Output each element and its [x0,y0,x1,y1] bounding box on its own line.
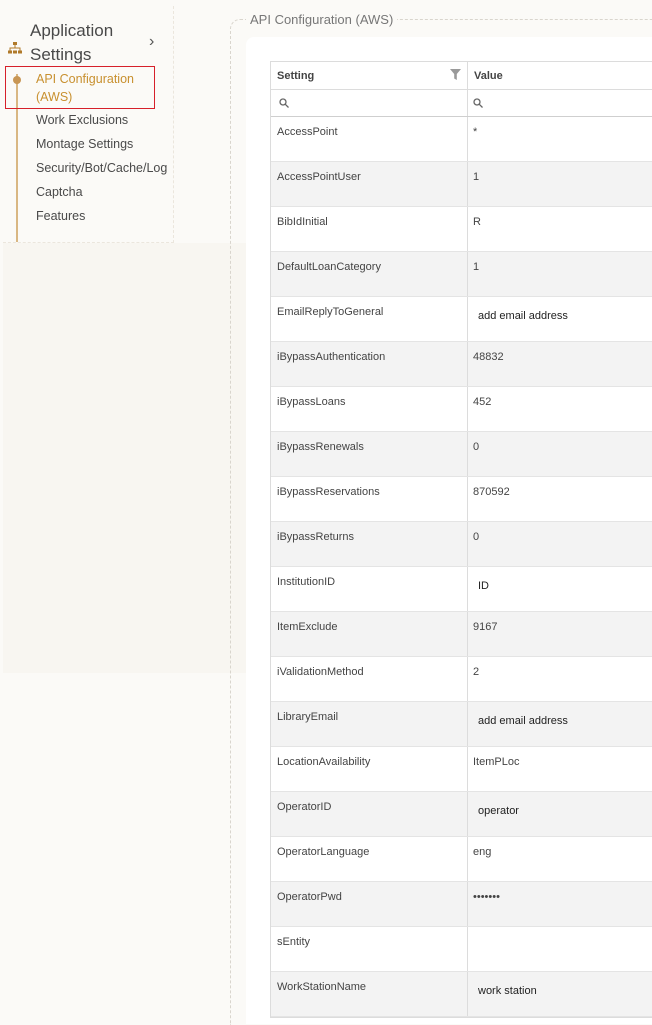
setting-value-input[interactable]: add email address [478,310,568,322]
setting-value-cell[interactable]: 870592 [473,486,510,498]
setting-value-cell[interactable]: 0 [473,531,480,543]
column-header-label: Value [474,70,503,82]
setting-name-cell: LocationAvailability [271,747,468,791]
setting-value-cell[interactable]: R [473,216,481,228]
setting-value-cell[interactable] [468,927,652,971]
setting-name-cell: AccessPointUser [271,162,468,206]
setting-name-cell: sEntity [271,927,468,971]
setting-value-cell[interactable]: 9167 [473,621,498,633]
setting-name-cell: LibraryEmail [271,702,468,746]
column-header-setting[interactable] [271,62,468,89]
setting-name-cell: OperatorLanguage [271,837,468,881]
setting-name-cell: AccessPoint [271,117,468,161]
sidebar-item-security[interactable]: Security/Bot/Cache/Log [36,161,168,175]
search-icon [473,98,483,108]
sidebar-item-api-configuration[interactable]: API Configuration (AWS) [36,72,134,104]
grid-body [271,117,652,1017]
sidebar-item-features[interactable]: Features [36,209,86,223]
setting-name-cell: iBypassAuthentication [271,342,468,386]
table-row[interactable] [271,612,652,657]
setting-value-cell[interactable]: ItemPLoc [473,756,520,768]
setting-value-cell[interactable]: 1 [473,171,480,183]
section-title: API Configuration (AWS) [246,12,397,27]
setting-name-cell: iBypassReservations [271,477,468,521]
setting-name-cell: BibIdInitial [271,207,468,251]
setting-name-cell: OperatorID [271,792,468,836]
table-row[interactable] [271,927,652,972]
setting-name-cell: OperatorPwd [271,882,468,926]
table-row[interactable] [271,972,652,1017]
column-header-label: Setting [277,70,315,82]
sidebar-header[interactable] [3,14,173,66]
setting-value-cell[interactable]: 48832 [473,351,504,363]
sidebar-item-work-exclusions[interactable]: Work Exclusions [36,113,129,127]
setting-name-cell: iBypassLoans [271,387,468,431]
settings-grid [270,61,652,1018]
setting-value-input[interactable]: work station [478,985,537,997]
table-row[interactable] [271,297,652,342]
setting-name-cell: iValidationMethod [271,657,468,701]
value-filter-input[interactable] [468,90,652,116]
setting-name-cell: DefaultLoanCategory [271,252,468,296]
hierarchy-icon [8,42,22,54]
setting-value-cell[interactable]: 1 [473,261,480,273]
table-row[interactable] [271,522,652,567]
table-row[interactable] [271,567,652,612]
setting-value-cell[interactable]: 0 [473,441,480,453]
setting-name-cell: EmailReplyToGeneral [271,297,468,341]
grid-header-row [271,62,652,90]
setting-name-cell: iBypassRenewals [271,432,468,476]
setting-name-cell: ItemExclude [271,612,468,656]
setting-value-cell[interactable]: 452 [473,396,492,408]
chevron-right-icon[interactable]: › [149,33,155,50]
table-row[interactable] [271,837,652,882]
sidebar-item-captcha[interactable]: Captcha [36,185,83,199]
setting-value-cell[interactable]: eng [473,846,492,858]
setting-value-cell[interactable]: 2 [473,666,480,678]
table-row[interactable] [271,117,652,162]
table-row[interactable] [271,342,652,387]
search-icon [279,98,289,108]
table-row[interactable] [271,207,652,252]
setting-value-input[interactable]: ID [478,580,489,592]
setting-value-input[interactable]: operator [478,805,519,817]
table-row[interactable] [271,387,652,432]
setting-value-cell[interactable]: ••••••• [473,891,500,903]
table-row[interactable] [271,882,652,927]
table-row[interactable] [271,432,652,477]
setting-name-cell: iBypassReturns [271,522,468,566]
setting-name-cell: WorkStationName [271,972,468,1016]
sidebar-title: Application Settings [30,21,114,64]
table-row[interactable] [271,702,652,747]
table-row[interactable] [271,747,652,792]
table-row[interactable] [271,477,652,522]
column-header-value[interactable] [468,62,652,89]
setting-name-cell: InstitutionID [271,567,468,611]
sidebar-item-montage-settings[interactable]: Montage Settings [36,137,134,151]
table-row[interactable] [271,792,652,837]
grid-filter-row [271,90,652,117]
table-row[interactable] [271,657,652,702]
setting-value-input[interactable]: add email address [478,715,568,727]
table-row[interactable] [271,162,652,207]
sidebar-background [3,243,247,673]
setting-filter-input[interactable] [271,90,468,116]
table-row[interactable] [271,252,652,297]
filter-icon[interactable] [450,69,461,80]
setting-value-cell[interactable]: * [473,126,478,138]
sidebar [3,6,174,243]
